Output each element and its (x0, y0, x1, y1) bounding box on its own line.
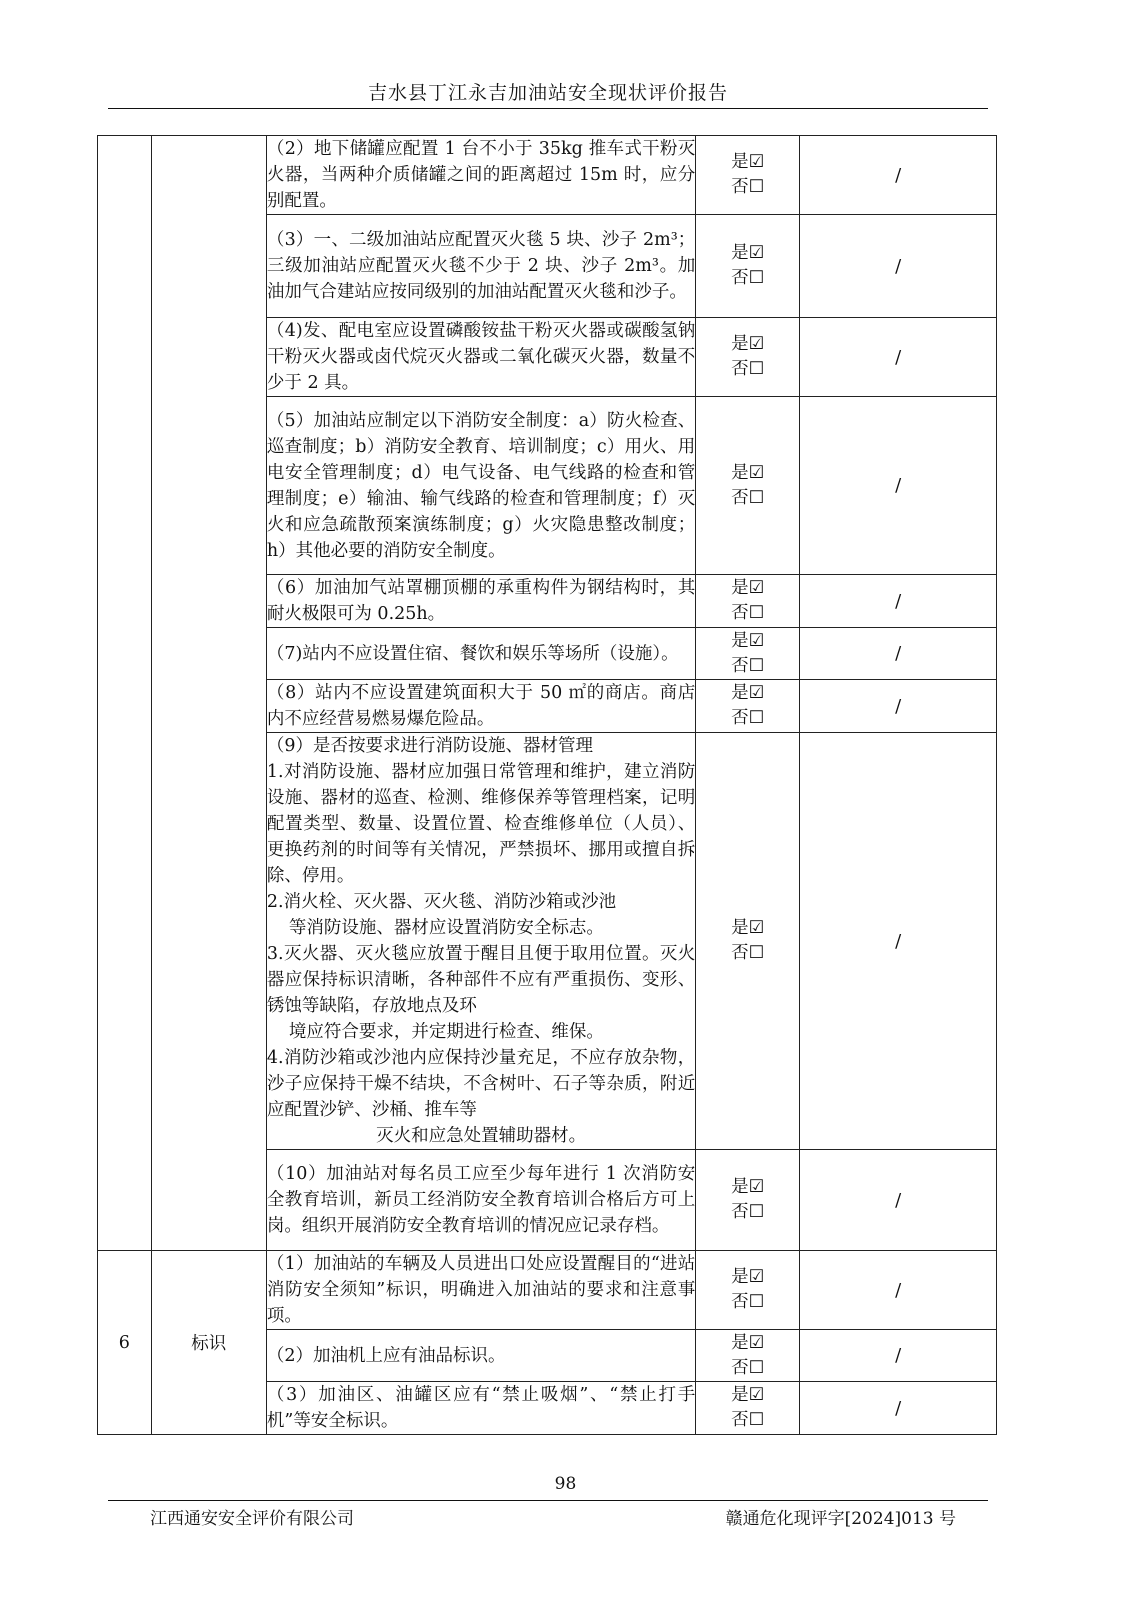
no-unchecked: 否☐ (731, 655, 765, 676)
requirement-cell (266, 318, 695, 397)
requirement-cell (266, 136, 695, 215)
requirement-text: （3）加油区、油罐区应有“禁止吸烟”、“禁止打手机”等安全标识。 (266, 1385, 696, 1431)
yes-checked: 是☑ (731, 1267, 765, 1287)
no-unchecked: 否☐ (731, 1357, 765, 1378)
requirement-cell (266, 733, 695, 1150)
requirement-cell (266, 1382, 695, 1435)
no-unchecked: 否☐ (731, 1410, 765, 1430)
result-cell: / (800, 575, 997, 628)
requirement-text: （1）加油站的车辆及人员进出口处应设置醒目的“进站消防安全须知”标识，明确进入加油站的要求和注意事项。 (266, 1254, 696, 1326)
result-cell: / (800, 628, 997, 680)
yes-checked: 是☑ (731, 578, 765, 598)
footer-company: 江西通安安全评价有限公司 (150, 1509, 354, 1529)
result-cell: / (800, 397, 997, 575)
check-cell (696, 397, 800, 575)
requirement-text: 3.灭火器、灭火毯应放置于醒目且便于取用位置。灭火器应保持标识清晰，各种部件不应有严重损伤、变形、锈蚀等缺陷，存放地点及环 (266, 944, 696, 1016)
no-unchecked: 否☐ (731, 603, 765, 623)
requirement-cell (266, 1251, 695, 1330)
check-cell (696, 215, 800, 318)
no-unchecked: 否☐ (731, 268, 765, 288)
section-number-cell: 6 (98, 1251, 152, 1435)
no-unchecked: 否☐ (731, 487, 765, 508)
check-cell (696, 318, 800, 397)
yes-checked: 是☑ (731, 152, 765, 172)
yes-checked: 是☑ (731, 1385, 765, 1405)
requirement-text: （4)发、配电室应设置磷酸铵盐干粉灭火器或碳酸氢钠干粉灭火器或卤代烷灭火器或二氧化碳灭火器，数量不少于 2 具。 (266, 321, 696, 393)
requirement-cell (266, 628, 695, 680)
requirement-cell (266, 397, 695, 575)
yes-checked: 是☑ (731, 462, 765, 483)
check-cell (696, 733, 800, 1150)
result-cell: / (800, 136, 997, 215)
check-cell (696, 1330, 800, 1382)
requirement-text: 等消防设施、器材应设置消防安全标志。 (288, 918, 604, 938)
result-cell: / (800, 733, 997, 1150)
requirement-text: （8）站内不应设置建筑面积大于 50 ㎡的商店。商店内不应经营易燃易爆危险品。 (266, 683, 696, 729)
footer-rule (108, 1500, 988, 1501)
requirement-text: 2.消火栓、灭火器、灭火毯、消防沙箱或沙池 (266, 892, 617, 912)
yes-checked: 是☑ (731, 1177, 765, 1197)
header-rule (108, 108, 988, 109)
requirement-text: （5）加油站应制定以下消防安全制度：a）防火检查、巡查制度；b）消防安全教育、培训制度；c）用火、用电安全管理制度；d）电气设备、电气线路的检查和管理制度；e）输油、输气线路的检查和管理制度；f）灭火和应急疏散预案演练制度；g）火灾隐患整改制度；h）其他必要的消防安全制度。 (266, 410, 696, 561)
footer-report-code: 赣通危化现评字[2024]013 号 (725, 1509, 956, 1529)
yes-checked: 是☑ (731, 334, 765, 354)
result-cell: / (800, 1251, 997, 1330)
result-cell: / (800, 1330, 997, 1382)
requirement-cell (266, 215, 695, 318)
result-cell: / (800, 1382, 997, 1435)
yes-checked: 是☑ (731, 918, 765, 938)
no-unchecked: 否☐ (731, 177, 765, 197)
yes-checked: 是☑ (731, 243, 765, 263)
check-cell (696, 575, 800, 628)
requirement-cell (266, 680, 695, 733)
requirement-text: （2）地下储罐应配置 1 台不小于 35kg 推车式干粉灭火器，当两种介质储罐之间的距离超过 15m 时，应分别配置。 (266, 139, 696, 211)
requirement-text: （2）加油机上应有油品标识。 (266, 1345, 506, 1366)
check-cell (696, 628, 800, 680)
requirement-cell (266, 1150, 695, 1251)
page-header-title: 吉水县丁江永吉加油站安全现状评价报告 (367, 82, 728, 104)
check-cell (696, 136, 800, 215)
requirement-text: 灭火和应急处置辅助器材。 (376, 1126, 587, 1146)
check-cell (696, 1251, 800, 1330)
table-row (98, 136, 997, 215)
section-number-cell (98, 136, 152, 1251)
requirement-text: （10）加油站对每名员工应至少每年进行 1 次消防安全教育培训，新员工经消防安全教育培训合格后方可上岗。组织开展消防安全教育培训的情况应记录存档。 (266, 1164, 696, 1236)
no-unchecked: 否☐ (731, 1292, 765, 1312)
requirement-text: 境应符合要求，并定期进行检查、维保。 (288, 1022, 604, 1042)
result-cell: / (800, 1150, 997, 1251)
requirement-cell (266, 575, 695, 628)
requirement-text: （9）是否按要求进行消防设施、器材管理 (266, 736, 594, 756)
no-unchecked: 否☐ (731, 943, 765, 963)
requirement-text: 4.消防沙箱或沙池内应保持沙量充足，不应存放杂物，沙子应保持干燥不结块，不含树叶、石子等杂质，附近应配置沙铲、沙桶、推车等 (266, 1048, 696, 1120)
no-unchecked: 否☐ (731, 359, 765, 379)
yes-checked: 是☑ (731, 630, 765, 651)
section-item-cell: 标识 (151, 1251, 266, 1435)
table-row (98, 1251, 997, 1330)
check-cell (696, 680, 800, 733)
result-cell: / (800, 215, 997, 318)
result-cell: / (800, 318, 997, 397)
yes-checked: 是☑ (731, 683, 765, 703)
requirement-text: （3）一、二级加油站应配置灭火毯 5 块、沙子 2m³；三级加油站应配置灭火毯不少于 2 块、沙子 2m³。加油加气合建站应按同级别的加油站配置灭火毯和沙子。 (266, 230, 696, 302)
requirement-text: （6）加油加气站罩棚顶棚的承重构件为钢结构时，其耐火极限可为 0.25h。 (266, 578, 696, 624)
no-unchecked: 否☐ (731, 1202, 765, 1222)
yes-checked: 是☑ (731, 1332, 765, 1353)
requirement-text: （7)站内不应设置住宿、餐饮和娱乐等场所（设施）。 (266, 643, 679, 664)
no-unchecked: 否☐ (731, 708, 765, 728)
page-number: 98 (554, 1474, 577, 1494)
check-cell (696, 1382, 800, 1435)
section-item-cell (151, 136, 266, 1251)
inspection-table (97, 135, 997, 1435)
requirement-cell (266, 1330, 695, 1382)
check-cell (696, 1150, 800, 1251)
requirement-text: 1.对消防设施、器材应加强日常管理和维护，建立消防设施、器材的巡查、检测、维修保养等管理档案，记明配置类型、数量、设置位置、检查维修单位（人员）、更换药剂的时间等有关情况，严禁损坏、挪用或擅自拆除、停用。 (266, 762, 696, 886)
result-cell: / (800, 680, 997, 733)
